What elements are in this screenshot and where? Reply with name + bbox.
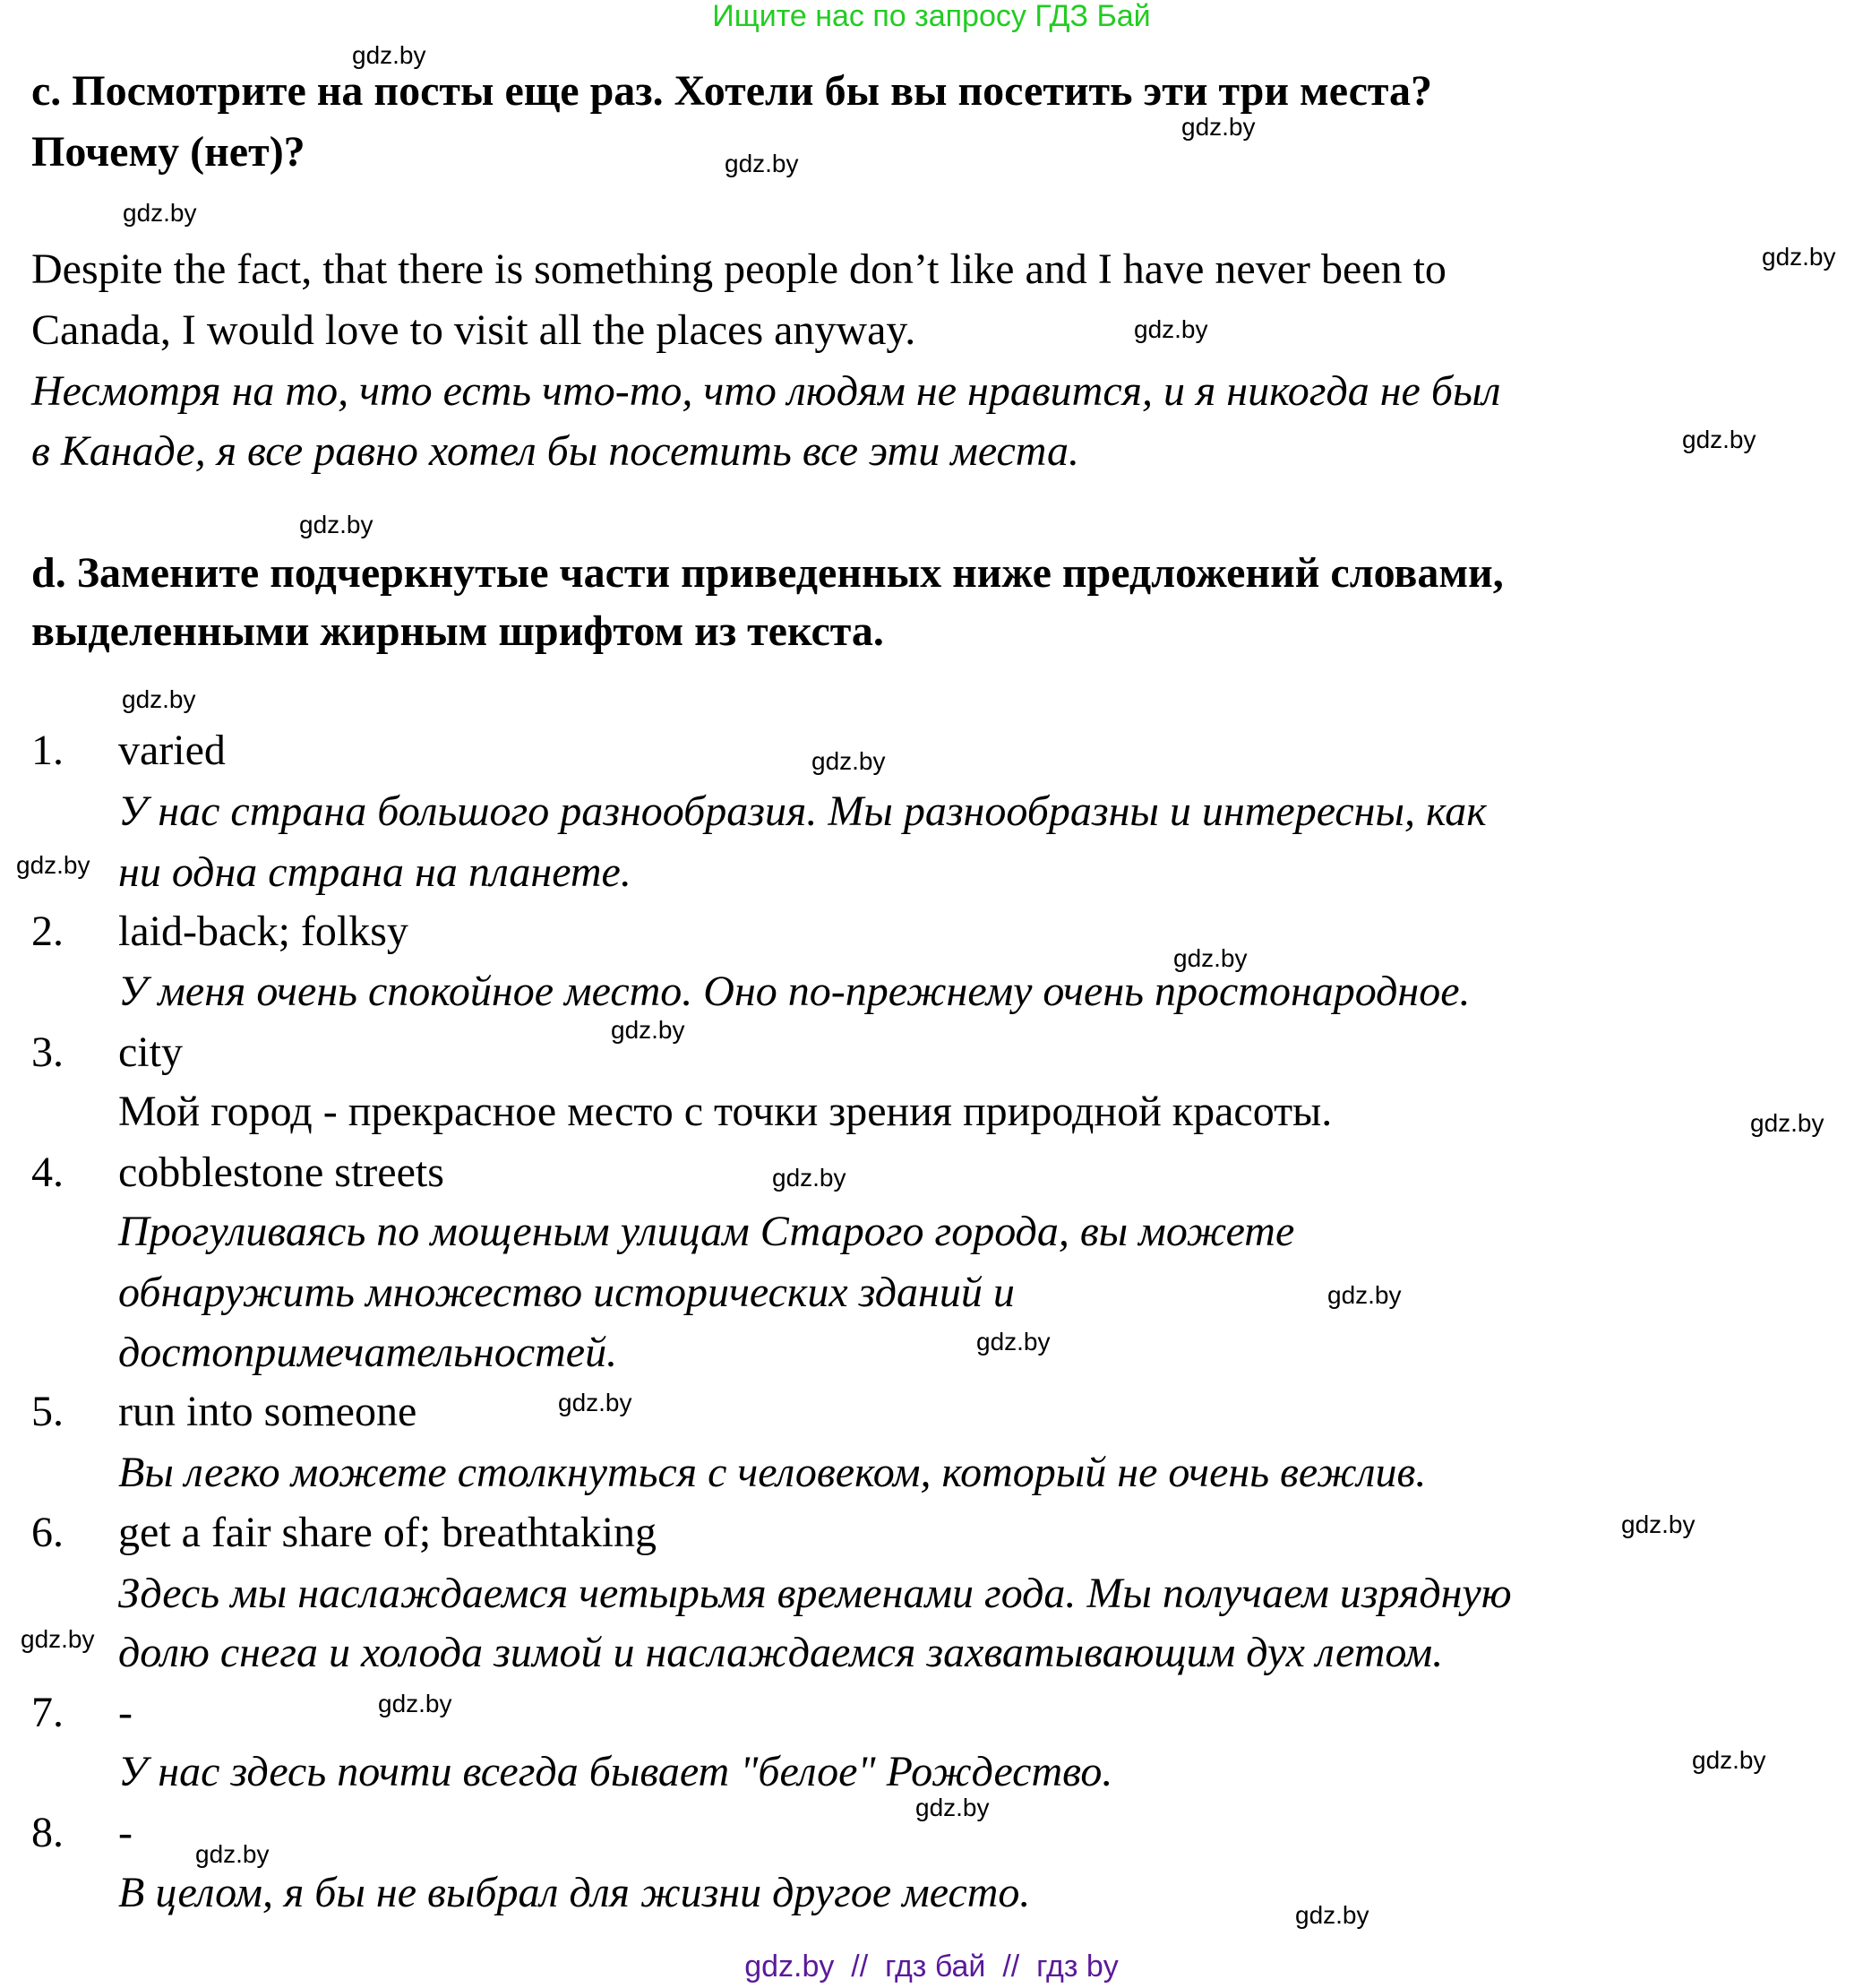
item-sentence: ни одна страна на планете. [118, 848, 631, 896]
answer-ru-line: Несмотря на то, что есть что-то, что людям не нравится, и я никогда не был [31, 367, 1501, 415]
watermark: gdz.by [21, 1625, 95, 1653]
watermark: gdz.by [725, 150, 799, 177]
answer-en-line: Canada, I would love to visit all the places anyway. [31, 306, 916, 354]
watermark: gdz.by [811, 747, 886, 775]
item-number: 8. [31, 1809, 64, 1856]
answer-en-line: Despite the fact, that there is something people don’t like and I have never been to [31, 245, 1447, 293]
watermark: gdz.by [915, 1794, 990, 1821]
watermark: gdz.by [1327, 1281, 1402, 1309]
item-answer: get a fair share of; breathtaking [118, 1509, 657, 1556]
watermark: gdz.by [1134, 315, 1208, 343]
watermark: gdz.by [122, 685, 196, 713]
item-number: 6. [31, 1509, 64, 1556]
item-sentence: У нас страна большого разнообразия. Мы разнообразны и интересны, как [118, 787, 1487, 835]
watermark: gdz.by [558, 1389, 632, 1416]
watermark: gdz.by [123, 199, 197, 227]
item-sentence: Здесь мы наслаждаемся четырьмя временами года. Мы получаем изрядную [118, 1570, 1512, 1617]
watermark: gdz.by [195, 1840, 270, 1868]
item-sentence: У нас здесь почти всегда бывает "белое" Рождество. [118, 1748, 1113, 1795]
watermark: gdz.by [772, 1164, 846, 1192]
item-number: 2. [31, 908, 64, 955]
item-sentence: Прогуливаясь по мощеным улицам Старого города, вы можете [118, 1208, 1295, 1255]
watermark: gdz.by [1173, 944, 1248, 972]
section-d-heading: d. Замените подчеркнутые части приведенных ниже предложений словами, [31, 549, 1504, 597]
item-answer: run into someone [118, 1388, 417, 1435]
item-number: 1. [31, 727, 64, 774]
item-sentence: У меня очень спокойное место. Оно по-прежнему очень простонародное. [118, 968, 1471, 1015]
section-c-heading: c. Посмотрите на посты еще раз. Хотели бы вы посетить эти три места? [31, 67, 1433, 115]
item-answer: - [118, 1809, 133, 1856]
item-sentence: В целом, я бы не выбрал для жизни другое место. [118, 1869, 1031, 1916]
item-sentence: долю снега и холода зимой и наслаждаемся захватывающим дух летом. [118, 1629, 1444, 1676]
section-c-heading-cont: Почему (нет)? [31, 128, 305, 176]
watermark: gdz.by [1295, 1901, 1369, 1929]
watermark: gdz.by [1692, 1746, 1766, 1774]
search-banner: Ищите нас по запросу ГДЗ Бай [712, 0, 1151, 33]
item-sentence: Мой город - прекрасное место с точки зрения природной красоты. [118, 1088, 1333, 1135]
item-number: 7. [31, 1689, 64, 1736]
item-answer: varied [118, 727, 226, 774]
watermark: gdz.by [299, 511, 373, 538]
watermark: gdz.by [976, 1328, 1051, 1355]
item-answer: cobblestone streets [118, 1149, 444, 1196]
item-number: 3. [31, 1028, 64, 1076]
item-sentence: достопримечательностей. [118, 1329, 618, 1376]
footer-links: gdz.by // гдз бай // гдз by [744, 1949, 1119, 1984]
watermark: gdz.by [352, 41, 426, 69]
watermark: gdz.by [1181, 113, 1256, 141]
watermark: gdz.by [16, 851, 90, 879]
watermark: gdz.by [1682, 426, 1756, 453]
item-answer: laid-back; folksy [118, 908, 408, 955]
item-number: 4. [31, 1149, 64, 1196]
watermark: gdz.by [1621, 1510, 1696, 1538]
item-answer: - [118, 1689, 133, 1736]
section-d-heading-cont: выделенными жирным шрифтом из текста. [31, 607, 884, 655]
item-sentence: Вы легко можете столкнуться с человеком, который не очень вежлив. [118, 1449, 1427, 1496]
watermark: gdz.by [1750, 1109, 1824, 1137]
item-sentence: обнаружить множество исторических зданий и [118, 1269, 1015, 1316]
answer-ru-line: в Канаде, я все равно хотел бы посетить все эти места. [31, 427, 1080, 475]
item-number: 5. [31, 1388, 64, 1435]
item-answer: city [118, 1028, 183, 1076]
watermark: gdz.by [611, 1016, 685, 1044]
watermark: gdz.by [1762, 243, 1836, 271]
watermark: gdz.by [378, 1690, 452, 1717]
